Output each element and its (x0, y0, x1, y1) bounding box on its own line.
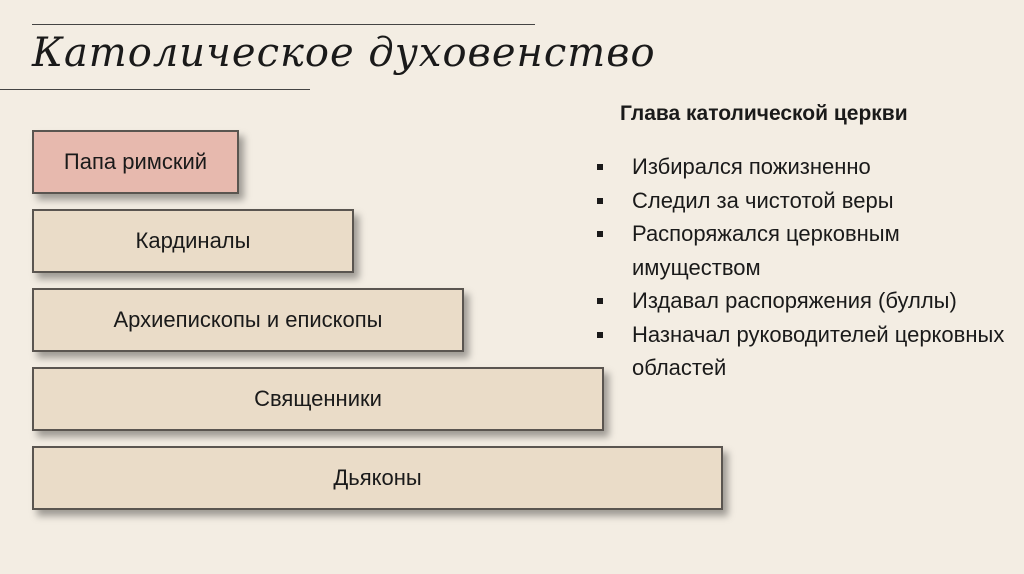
step-deacons: Дьяконы (32, 446, 723, 510)
info-item: Следил за чистотой веры (592, 184, 1012, 218)
title-bottom-rule (0, 89, 310, 90)
step-cardinals: Кардиналы (32, 209, 354, 273)
slide-title: Католическое духовенство (32, 30, 656, 76)
info-item: Распоряжался церковным имуществом (592, 217, 1012, 284)
info-item: Издавал распоряжения (буллы) (592, 284, 1012, 318)
title-top-rule (32, 24, 535, 25)
info-bullet-list (592, 150, 1012, 385)
step-priests: Священники (32, 367, 604, 431)
step-pope: Папа римский (32, 130, 239, 194)
info-item: Избирался пожизненно (592, 150, 1012, 184)
step-archbishops-bishops: Архиепископы и епископы (32, 288, 464, 352)
info-item: Назначал руководителей церковных областей (592, 318, 1012, 385)
info-heading: Глава католической церкви (620, 102, 908, 125)
